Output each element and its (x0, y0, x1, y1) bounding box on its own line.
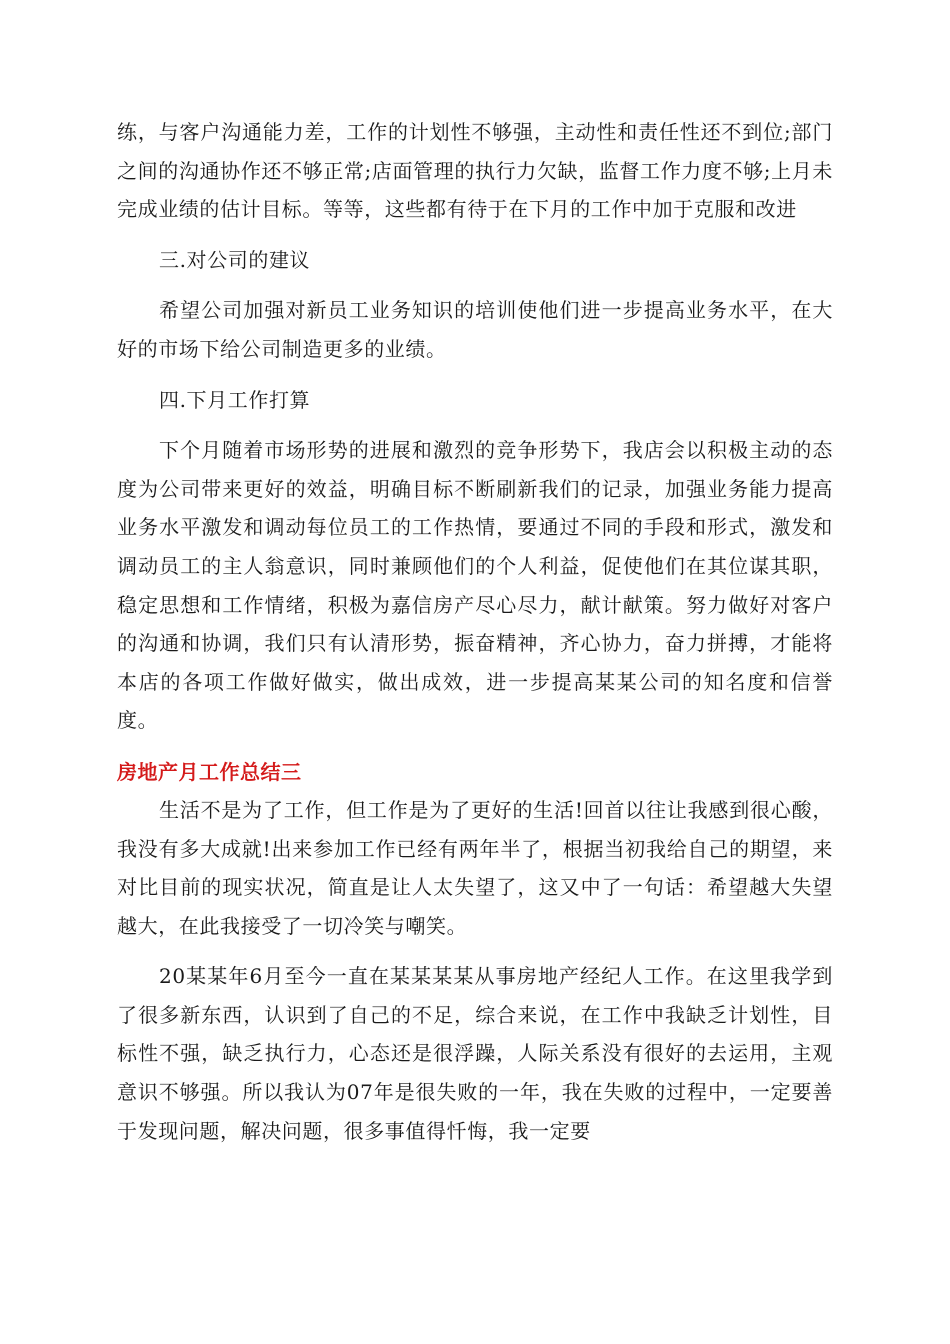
section-title-summary-three: 房地产月工作总结三 (117, 759, 302, 784)
document-page (117, 113, 833, 1150)
paragraph-shortcomings: 练，与客户沟通能力差，工作的计划性不够强，主动性和责任性还不到位;部门之间的沟通协作还不够正常;店面管理的执行力欠缺，监督工作力度不够;上月未完成业绩的估计目标。等等，这些都有待于在下月的工作中加于克服和改进 (117, 120, 833, 222)
section-heading-suggestions: 三.对公司的建议 (159, 247, 311, 272)
paragraph-suggestions: 希望公司加强对新员工业务知识的培训使他们进一步提高业务水平，在大好的市场下给公司制造更多的业绩。 (117, 298, 833, 361)
paragraph-reflection: 生活不是为了工作，但工作是为了更好的生活!回首以往让我感到很心酸，我没有多大成就!出来参加工作已经有两年半了，根据当初我给自己的期望，来对比目前的现实状况，简直是让人太失望了，这又中了一句话：希望越大失望越大，在此我接受了一切冷笑与嘲笑。 (117, 797, 833, 938)
paragraph-next-month-plan: 下个月随着市场形势的进展和激烈的竞争形势下，我店会以积极主动的态度为公司带来更好的效益，明确目标不断刷新我们的记录，加强业务能力提高业务水平激发和调动每位员工的工作热情，要通过不同的手段和形式，激发和调动员工的主人翁意识，同时兼顾他们的个人利益，促使他们在其位谋其职，稳定思想和工作情绪，积极为嘉信房产尽心尽力，献计献策。努力做好对客户的沟通和协调，我们只有认清形势，振奋精神，齐心协力，奋力拼搏，才能将本店的各项工作做好做实，做出成效，进一步提高某某公司的知名度和信誉度。 (117, 438, 833, 733)
paragraph-work-experience: 20某某年6月至今一直在某某某某从事房地产经纪人工作。在这里我学到了很多新东西，认识到了自己的不足，综合来说，在工作中我缺乏计划性，目标性不强，缺乏执行力，心态还是很浮躁，人际关系没有很好的去运用，主观意识不够强。所以我认为07年是很失败的一年，我在失败的过程中，一定要善于发现问题，解决问题，很多事值得忏悔，我一定要 (117, 964, 833, 1143)
section-heading-next-month: 四.下月工作打算 (159, 387, 311, 412)
